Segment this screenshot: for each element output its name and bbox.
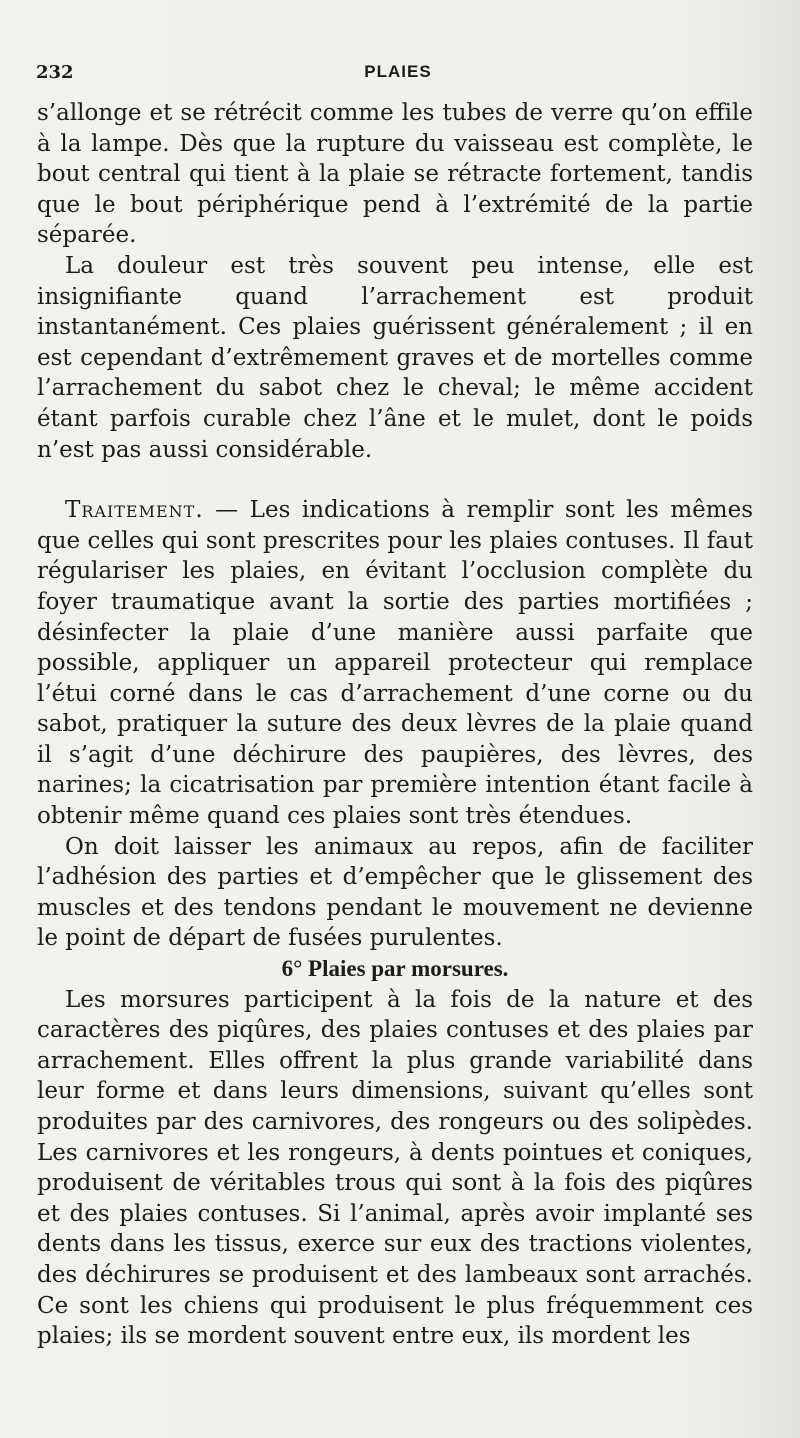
page-number: 232	[36, 62, 74, 83]
section-heading: 6° Plaies par morsures.	[281, 956, 509, 982]
paragraph-traitement	[37, 495, 753, 832]
traitement-label: Traitement.	[65, 497, 204, 524]
running-title: PLAIES	[364, 62, 432, 81]
paragraph-morsures: Les morsures participent à la fois de la nature et des caractères des piqûres, des plaies contuses et des plaies par arrachement. Elles offrent la plus grande variabilité dans leur forme et dans leurs dimensions, suivant qu’elles sont produites par des carnivores, des rongeurs ou des solipèdes. Les carnivores et les rongeurs, à dents pointues et coniques, produisent de véritables trous qui sont à la fois des piqûres et des plaies contuses. Si l’animal, après avoir implanté ses dents dans les tissus, exerce sur eux des tractions violentes, des déchirures se produisent et des lambeaux sont arrachés. Ce sont les chiens qui produisent le plus fréquemment ces plaies; ils se mordent souvent entre eux, ils mordent les	[37, 986, 753, 1350]
paragraph-douleur: La douleur est très souvent peu intense, elle est insignifiante quand l’arrachement est produit instantanément. Ces plaies guérissent généralement ; il en est cependant d’extrêmement graves et de mortelles comme l’arrachement du sabot chez le cheval; le même accident étant parfois curable chez l’âne et le mulet, dont le poids n’est pas aussi considérable.	[37, 252, 753, 463]
page-header	[36, 62, 760, 86]
paragraph-gap	[37, 465, 753, 495]
paragraph-repos: On doit laisser les animaux au repos, afin de faciliter l’adhésion des parties et d’empêcher que le glissement des muscles et des tendons pendant le mouvement ne devienne le point de départ de fusées purulentes.	[37, 833, 753, 952]
traitement-text: — Les indications à remplir sont les mêmes que celles qui sont prescrites pour les plaies contuses. Il faut régulariser les plaies, en évitant l’occlusion complète du foyer traumatique avant la sortie des parties mortifiées ; désinfecter la plaie d’une manière aussi parfaite que possible, appliquer un appareil protecteur qui remplace l’étui corné dans le cas d’arrachement d’une corne ou du sabot, pratiquer la suture des deux lèvres de la plaie quand il s’agit d’une déchirure des paupières, des lèvres, des narines; la cicatrisation par première intention étant facile à obtenir même quand ces plaies sont très étendues.	[37, 497, 753, 830]
paragraph-continuation: s’allonge et se rétrécit comme les tubes de verre qu’on effile à la lampe. Dès que la rupture du vaisseau est complète, le bout central qui tient à la plaie se rétracte fortement, tandis que le bout périphérique pend à l’extrémité de la partie séparée.	[37, 100, 753, 249]
body-text	[37, 98, 753, 1352]
